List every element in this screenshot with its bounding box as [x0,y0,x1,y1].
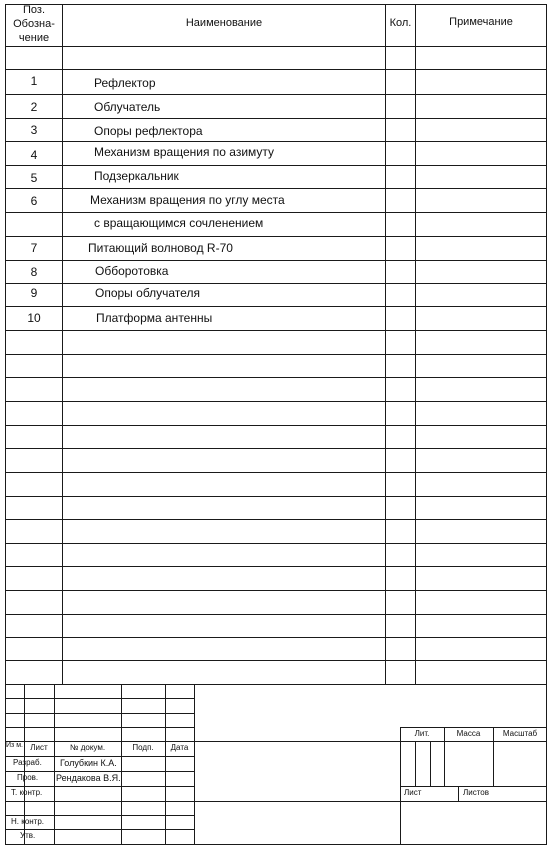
header-pos-line2: Обозна- [13,18,55,30]
stamp-checker-name: Рендакова В.Я. [56,773,121,783]
table-row-line [5,614,547,615]
stamp-sheet: Лист [404,788,422,797]
stamp-developed: Разраб. [13,758,42,767]
table-row-line [5,496,547,497]
col-divider-qty [415,4,416,684]
table-row-line [5,165,547,166]
table-row-line [5,590,547,591]
border-bottom [5,844,547,845]
stamp-checked: Пров. [17,773,39,782]
col-divider-name [385,4,386,684]
table-row-line [5,377,547,378]
row-7-name: Питающий волновод R-70 [88,241,233,255]
table-row-line [5,118,547,119]
table-row-line [5,354,547,355]
row-10-pos: 10 [27,311,41,325]
stamp-izm: Из м. [6,742,23,749]
header-qty: Кол. [389,17,412,29]
stamp-lit-div-2 [430,741,431,786]
table-row-line [5,472,547,473]
row-10-name: Платформа антенны [96,311,213,325]
table-row-line [5,94,547,95]
table-row-line [5,141,547,142]
stamp-list: Лист [30,743,48,752]
stamp-grid-line-1 [5,698,195,699]
row-9-pos: 9 [30,286,38,300]
stamp-lit-div-1 [415,741,416,786]
row-1-pos: 1 [30,74,38,88]
row-8-name: Обборотовка [95,264,169,278]
table-row-line [5,306,547,307]
row-4-pos: 4 [30,148,38,162]
row-2-name: Облучатель [94,100,161,114]
row-6-name: Механизм вращения по углу места [90,193,285,207]
stamp-grid-line-9 [5,815,195,816]
table-row-line [5,401,547,402]
stamp-col-2 [54,684,55,844]
table-row-line [5,260,547,261]
stamp-mass: Масса [456,729,481,738]
stamp-col-4 [165,684,166,844]
table-row-line [5,46,547,47]
stamp-lit: Лит. [414,729,430,738]
row-7-pos: 7 [30,241,38,255]
header-pos-line1: Поз. [23,4,45,16]
table-row-line [5,566,547,567]
row-6-pos: 6 [30,194,38,208]
stamp-developer-name: Голубкин К.А. [60,758,117,768]
stamp-col-5 [194,684,195,844]
stamp-date: Дата [170,743,189,752]
stamp-grid-line-6 [5,771,195,772]
stamp-lit-line [400,741,547,742]
row-5-name: Подзеркальник [94,169,179,183]
stamp-scale: Масштаб [502,729,538,738]
row-1-name: Рефлектор [94,76,156,90]
stamp-grid-line-3 [5,727,195,728]
stamp-norm-control: Н. контр. [11,817,45,826]
table-row-line [5,330,547,331]
row-5-pos: 5 [30,171,38,185]
stamp-col-3 [121,684,122,844]
stamp-sign: Подп. [132,743,154,752]
border-top [5,4,547,5]
row-9-name: Опоры облучателя [95,286,200,300]
stamp-doc-no: № докум. [69,743,106,752]
stamp-sheet-line [400,786,547,787]
table-row-line [5,519,547,520]
table-row-line [5,660,547,661]
stamp-top-line [5,684,547,685]
stamp-grid-line-8 [5,801,547,802]
table-row-line [5,188,547,189]
table-row-line [5,283,547,284]
stamp-tech-control: Т. контр. [11,788,43,797]
row-3-pos: 3 [30,123,38,137]
stamp-grid-line-7 [5,786,195,787]
row-8-pos: 8 [30,265,38,279]
row-2-pos: 2 [30,100,38,114]
stamp-approved: Утв. [20,831,36,840]
stamp-grid-line-2 [5,713,195,714]
col-divider-pos [62,4,63,684]
table-row-line [5,637,547,638]
table-row-line [5,69,547,70]
table-row-line [5,425,547,426]
stamp-sheets-div [458,786,459,801]
header-note: Примечание [449,16,513,28]
row-4-name: Механизм вращения по азимуту [94,145,275,159]
header-name: Наименование [185,17,263,29]
header-pos-line3: чение [18,32,50,44]
table-row-line [5,448,547,449]
stamp-right-top [400,727,547,728]
table-row-line [5,236,547,237]
stamp-sheets: Листов [463,788,489,797]
stamp-grid-line-5 [5,756,195,757]
table-row-line [5,212,547,213]
stamp-grid-line-10 [5,829,195,830]
row-6-name-cont: с вращающимся сочленением [94,216,264,230]
table-row-line [5,543,547,544]
row-3-name: Опоры рефлектора [94,124,203,138]
